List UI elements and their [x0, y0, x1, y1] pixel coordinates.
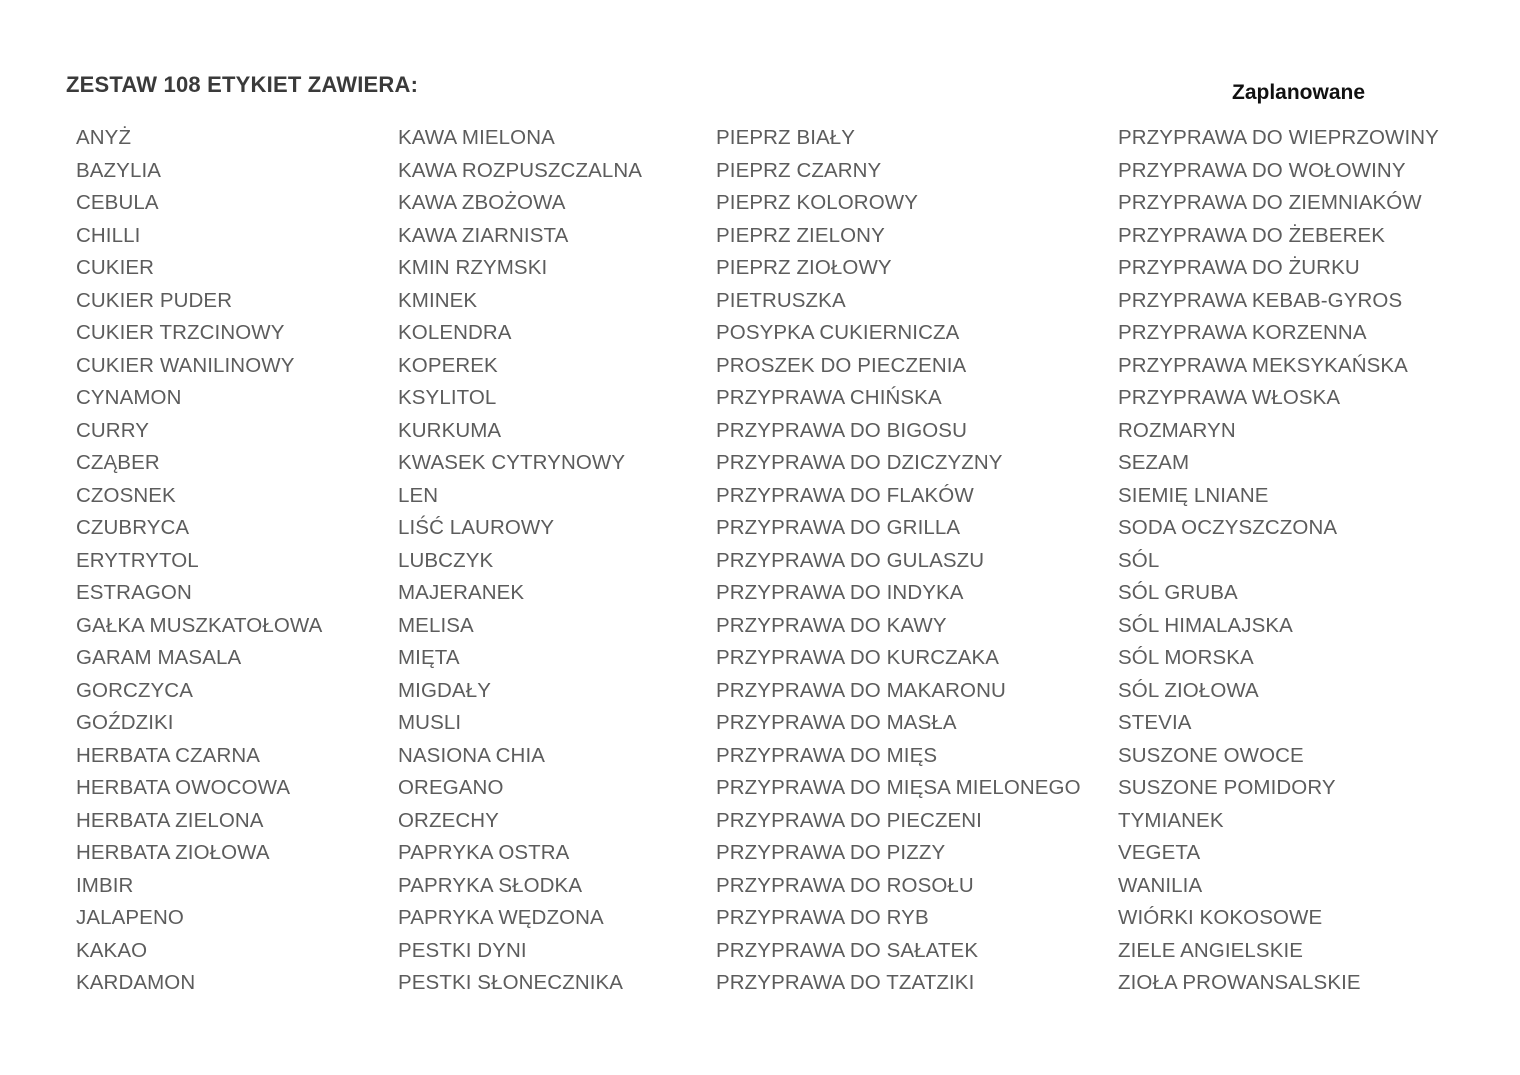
list-item: PRZYPRAWA KORZENNA — [1118, 321, 1367, 344]
list-item: PRZYPRAWA DO INDYKA — [716, 581, 964, 604]
list-item: PIETRUSZKA — [716, 288, 846, 312]
list-item: CUKIER — [76, 256, 155, 279]
list-item: PRZYPRAWA DO MAKARONU — [716, 678, 1006, 702]
list-item: CZĄBER — [76, 451, 160, 474]
list-item: OREGANO — [398, 776, 504, 799]
page-title: ZESTAW 108 ETYKIET ZAWIERA: — [66, 72, 419, 97]
list-item: HERBATA CZARNA — [76, 743, 261, 767]
list-item: CUKIER PUDER — [76, 288, 233, 312]
list-item: PESTKI SŁONECZNIKA — [398, 971, 624, 994]
list-item: PRZYPRAWA DO SAŁATEK — [716, 938, 979, 962]
list-item: PRZYPRAWA DO MASŁA — [716, 711, 957, 734]
list-item: PRZYPRAWA DO ŻEBEREK — [1118, 223, 1386, 247]
list-item: MIĘTA — [398, 646, 460, 669]
status-stamp: Zaplanowane — [1232, 81, 1366, 104]
list-item: SIEMIĘ LNIANE — [1118, 483, 1269, 507]
list-item: SÓL — [1118, 548, 1160, 572]
list-item: CYNAMON — [76, 386, 182, 409]
list-item: CUKIER WANILINOWY — [76, 353, 295, 377]
list-item: NASIONA CHIA — [398, 743, 546, 767]
list-item: PRZYPRAWA DO ROSOŁU — [716, 873, 974, 897]
list-item: ESTRAGON — [76, 581, 192, 604]
list-item: MIGDAŁY — [398, 678, 491, 702]
list-item: PIEPRZ KOLOROWY — [716, 191, 918, 214]
list-item: CZUBRYCA — [76, 516, 190, 539]
list-item: CURRY — [76, 418, 150, 442]
list-item: PRZYPRAWA DO WOŁOWINY — [1118, 158, 1406, 182]
list-item: PAPRYKA SŁODKA — [398, 873, 583, 897]
list-item: SUSZONE OWOCE — [1118, 743, 1304, 767]
list-item: LEN — [398, 483, 439, 507]
list-item: LUBCZYK — [398, 548, 494, 572]
list-item: PESTKI DYNI — [398, 938, 527, 962]
list-item: PRZYPRAWA DO DZICZYZNY — [716, 451, 1003, 474]
list-item: KURKUMA — [398, 418, 502, 442]
list-item: PRZYPRAWA DO GRILLA — [716, 516, 961, 539]
list-item: KOLENDRA — [398, 321, 512, 344]
list-item: BAZYLIA — [76, 158, 162, 182]
list-item: MAJERANEK — [398, 581, 525, 604]
list-item: PAPRYKA OSTRA — [398, 841, 570, 864]
list-item: PAPRYKA WĘDZONA — [398, 906, 604, 929]
list-item: PRZYPRAWA KEBAB-GYROS — [1118, 288, 1403, 312]
list-item: HERBATA ZIELONA — [76, 808, 264, 832]
list-item: CZOSNEK — [76, 483, 176, 507]
list-item: KMIN RZYMSKI — [398, 256, 548, 279]
list-item: SÓL ZIOŁOWA — [1118, 678, 1259, 702]
list-item: ROZMARYN — [1118, 418, 1236, 442]
label-list-column-4 — [1118, 122, 1439, 1000]
list-item: SODA OCZYSZCZONA — [1118, 516, 1338, 539]
list-item: CEBULA — [76, 191, 159, 214]
list-item: PIEPRZ ZIOŁOWY — [716, 256, 892, 279]
list-item: PRZYPRAWA DO FLAKÓW — [716, 483, 974, 507]
list-item: GOŹDZIKI — [76, 711, 174, 734]
list-item: PRZYPRAWA CHIŃSKA — [716, 386, 942, 409]
list-item: KMINEK — [398, 288, 478, 312]
list-item: WANILIA — [1118, 873, 1203, 897]
list-item: SÓL GRUBA — [1118, 581, 1238, 604]
list-item: HERBATA ZIOŁOWA — [76, 841, 270, 864]
list-item: SÓL MORSKA — [1118, 646, 1254, 669]
list-item: SUSZONE POMIDORY — [1118, 776, 1336, 799]
label-list-column-2 — [398, 122, 642, 1000]
list-item: KAWA ZIARNISTA — [398, 223, 569, 247]
label-list-column-1 — [76, 122, 322, 1000]
list-item: PRZYPRAWA DO GULASZU — [716, 548, 985, 572]
list-item: PRZYPRAWA DO PIZZY — [716, 841, 946, 864]
list-item: PRZYPRAWA DO RYB — [716, 906, 929, 929]
list-item: LIŚĆ LAUROWY — [398, 516, 555, 539]
list-item: GORCZYCA — [76, 678, 193, 702]
list-item: KAWA MIELONA — [398, 126, 555, 149]
list-item: CUKIER TRZCINOWY — [76, 321, 285, 344]
list-item: KOPEREK — [398, 353, 498, 377]
list-item: POSYPKA CUKIERNICZA — [716, 321, 960, 344]
list-item: PRZYPRAWA DO PIECZENI — [716, 808, 982, 832]
list-item: CHILLI — [76, 223, 141, 247]
list-item: IMBIR — [76, 873, 134, 897]
list-item: GARAM MASALA — [76, 646, 242, 669]
list-item: GAŁKA MUSZKATOŁOWA — [76, 613, 323, 637]
list-item: KAWA ZBOŻOWA — [398, 191, 566, 214]
list-item: SEZAM — [1118, 451, 1190, 474]
list-item: TYMIANEK — [1118, 808, 1224, 832]
list-item: WIÓRKI KOKOSOWE — [1118, 906, 1323, 929]
list-item: KWASEK CYTRYNOWY — [398, 451, 626, 474]
list-item: PRZYPRAWA DO ZIEMNIAKÓW — [1118, 191, 1422, 214]
list-item: PRZYPRAWA DO ŻURKU — [1118, 256, 1360, 279]
list-item: PRZYPRAWA DO KURCZAKA — [716, 646, 1000, 669]
list-item: KSYLITOL — [398, 386, 497, 409]
list-item: PRZYPRAWA DO TZATZIKI — [716, 971, 975, 994]
label-list-column-3 — [716, 122, 1081, 1000]
list-item: ORZECHY — [398, 808, 499, 832]
list-item: KAWA ROZPUSZCZALNA — [398, 158, 643, 182]
list-item: PIEPRZ CZARNY — [716, 158, 882, 182]
list-item: PROSZEK DO PIECZENIA — [716, 353, 967, 377]
list-item: PRZYPRAWA DO KAWY — [716, 613, 947, 637]
list-item: ZIELE ANGIELSKIE — [1118, 938, 1304, 962]
list-item: SÓL HIMALAJSKA — [1118, 613, 1293, 637]
list-item: PRZYPRAWA WŁOSKA — [1118, 386, 1341, 409]
list-item: STEVIA — [1118, 711, 1192, 734]
list-item: KARDAMON — [76, 971, 196, 994]
list-item: ANYŻ — [76, 126, 132, 149]
list-item: MELISA — [398, 613, 474, 637]
list-item: ZIOŁA PROWANSALSKIE — [1118, 971, 1361, 994]
list-item: MUSLI — [398, 711, 462, 734]
list-item: PRZYPRAWA DO BIGOSU — [716, 418, 967, 442]
list-item: HERBATA OWOCOWA — [76, 776, 291, 799]
list-item: JALAPENO — [76, 906, 184, 929]
list-item: VEGETA — [1118, 841, 1201, 864]
list-item: PIEPRZ BIAŁY — [716, 126, 856, 149]
list-item: PRZYPRAWA MEKSYKAŃSKA — [1118, 353, 1408, 377]
list-item: PRZYPRAWA DO MIĘS — [716, 743, 938, 767]
list-item: PRZYPRAWA DO MIĘSA MIELONEGO — [716, 776, 1081, 799]
list-item: PIEPRZ ZIELONY — [716, 223, 885, 247]
list-item: KAKAO — [76, 938, 148, 962]
list-item: ERYTRYTOL — [76, 548, 199, 572]
list-item: PRZYPRAWA DO WIEPRZOWINY — [1118, 126, 1439, 149]
